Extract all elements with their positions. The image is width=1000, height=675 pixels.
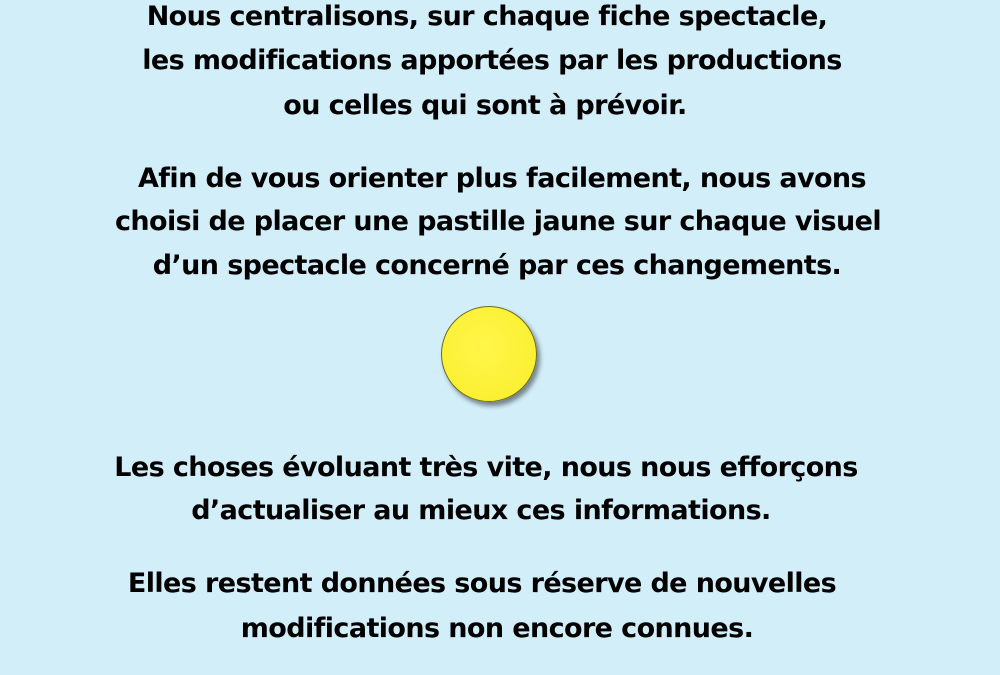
paragraph-line: choisi de placer une pastille jaune sur chaque visuel (114, 206, 882, 237)
paragraph-line: modifications non encore connues. (240, 613, 754, 644)
paragraph-line: ou celles qui sont à prévoir. (283, 90, 687, 121)
paragraph-line: les modifications apportées par les productions (142, 45, 842, 76)
paragraph-line: Nous centralisons, sur chaque fiche spectacle, (146, 1, 828, 32)
paragraph-line: Afin de vous orienter plus facilement, nous avons (137, 163, 867, 194)
paragraph-line: d’un spectacle concerné par ces changements. (152, 250, 842, 281)
paragraph-line: Elles restent données sous réserve de nouvelles (127, 568, 837, 599)
paragraph-line: Les choses évoluant très vite, nous nous efforçons (114, 452, 858, 483)
paragraph-line: d’actualiser au mieux ces informations. (191, 495, 771, 526)
yellow-dot-icon (441, 306, 537, 402)
